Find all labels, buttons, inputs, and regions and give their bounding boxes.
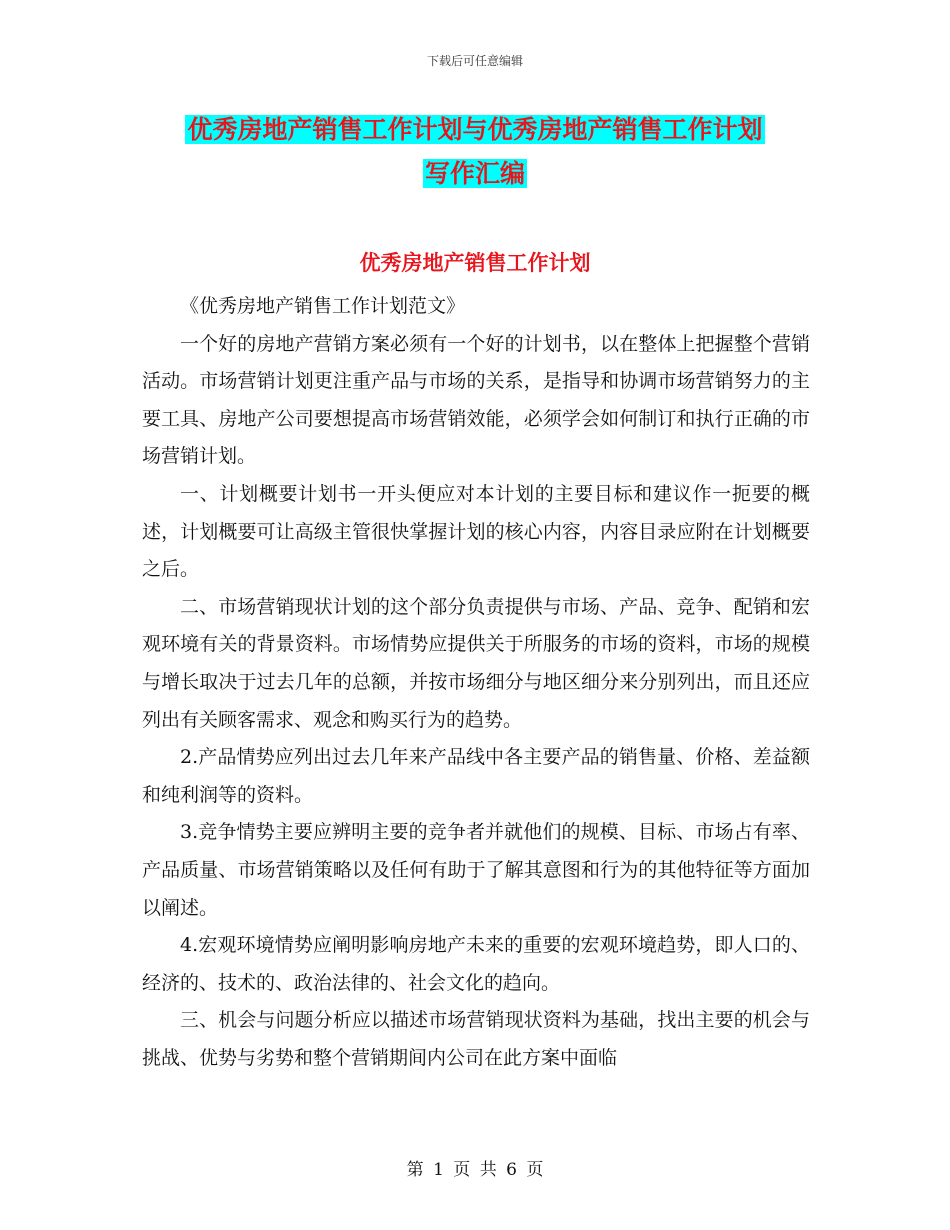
title-line-2: 写作汇编 bbox=[424, 159, 525, 188]
document-body bbox=[142, 288, 810, 1077]
paragraph: 2.产品情势应列出过去几年来产品线中各主要产品的销售量、价格、差益额和纯利润等的资料。 bbox=[142, 746, 810, 806]
paragraph: 3.竞争情势主要应辨明主要的竞争者并就他们的规模、目标、市场占有率、产品质量、市场营销策略以及任何有助于了解其意图和行为的其他特征等方面加以阐述。 bbox=[142, 821, 810, 919]
paragraph: 二、市场营销现状计划的这个部分负责提供与市场、产品、竞争、配销和宏观环境有关的背景资料。市场情势应提供关于所服务的市场的资料，市场的规模与增长取决于过去几年的总额，并按市场细分与地区细分来分别列出，而且还应列出有关顾客需求、观念和购买行为的趋势。 bbox=[142, 595, 810, 731]
paragraph: 《优秀房地产销售工作计划范文》 bbox=[180, 295, 466, 317]
paragraph: 三、机会与问题分析应以描述市场营销现状资料为基础，找出主要的机会与挑战、优势与劣势和整个营销期间内公司在此方案中面临 bbox=[142, 1009, 810, 1069]
paragraph: 一个好的房地产营销方案必须有一个好的计划书，以在整体上把握整个营销活动。市场营销计划更注重产品与市场的关系，是指导和协调市场营销努力的主要工具、房地产公司要想提高市场营销效能，必须学会如何制订和执行正确的市场营销计划。 bbox=[142, 332, 810, 468]
paragraph: 一、计划概要计划书一开头便应对本计划的主要目标和建议作一扼要的概述，计划概要可让高级主管很快掌握计划的核心内容，内容目录应附在计划概要之后。 bbox=[142, 482, 810, 581]
section-title: 优秀房地产销售工作计划 bbox=[359, 251, 591, 275]
page-footer: 第 1 页 共 6 页 bbox=[406, 1160, 544, 1180]
paragraph: 4.宏观环境情势应阐明影响房地产未来的重要的宏观环境趋势，即人口的、经济的、技术的、政治法律的、社会文化的趋向。 bbox=[142, 934, 810, 994]
title-line-1: 优秀房地产销售工作计划与优秀房地产销售工作计划 bbox=[187, 115, 763, 144]
document-title bbox=[0, 108, 950, 196]
header-note: 下载后可任意编辑 bbox=[426, 54, 523, 68]
